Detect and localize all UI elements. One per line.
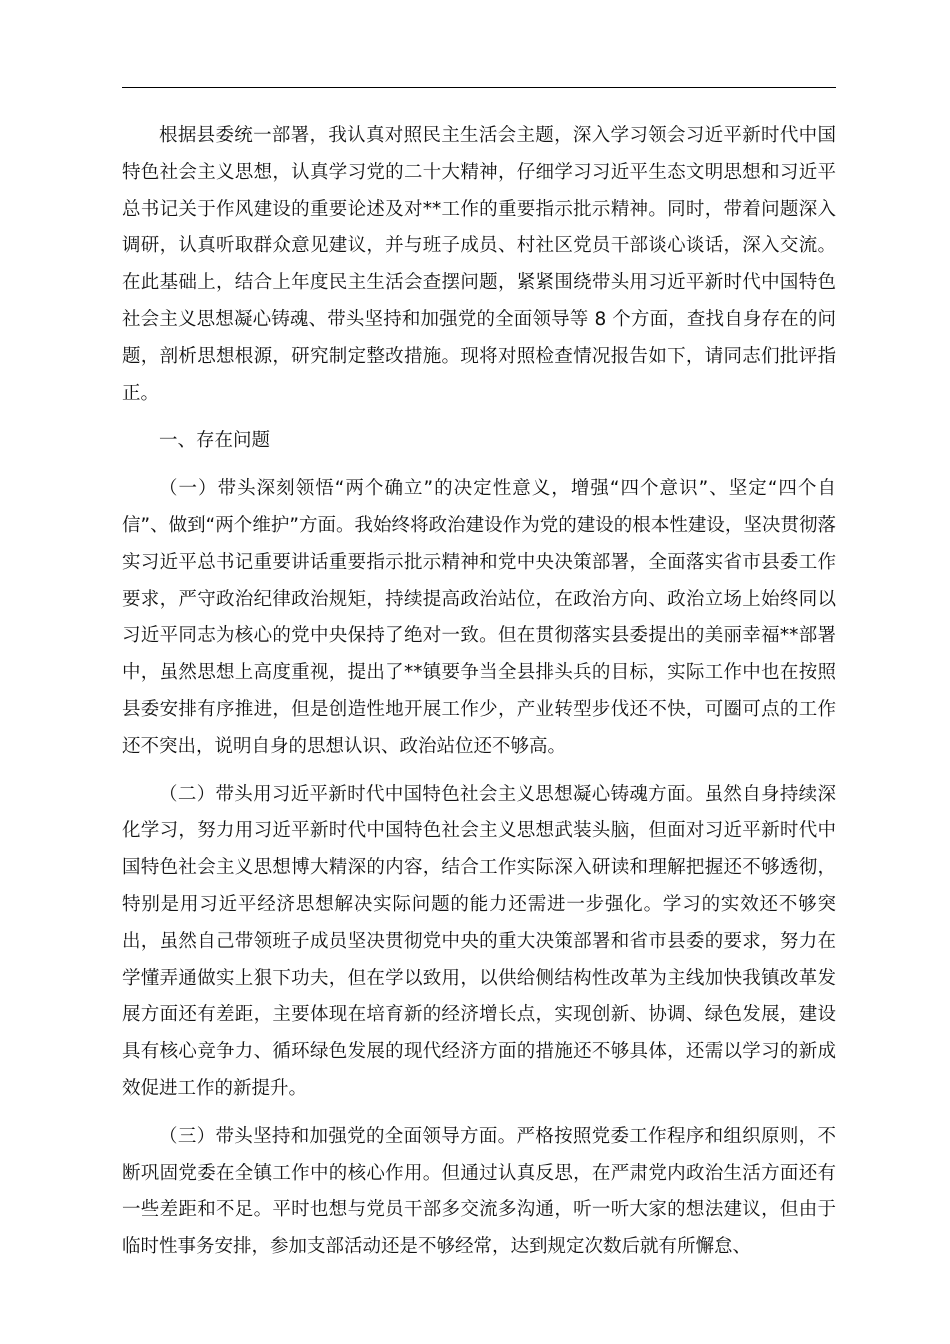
intro-paragraph: 根据县委统一部署，我认真对照民主生活会主题，深入学习领会习近平新时代中国特色社会主义思想，认真学习党的二十大精神，仔细学习习近平生态文明思想和习近平总书记关于作风建设的重要论述及对**工作的重要指示批示精神。同时，带着问题深入调研，认真听取群众意见建议，并与班子成员、村社区党员干部谈心谈话，深入交流。在此基础上，结合上年度民主生活会查摆问题，紧紧围绕带头用习近平新时代中国特色社会主义思想凝心铸魂、带头坚持和加强党的全面领导等 8 个方面，查找自身存在的问题，剖析思想根源，研究制定整改措施。现将对照检查情况报告如下，请同志们批评指正。 — [122, 125, 836, 404]
issue-paragraph-2: （二）带头用习近平新时代中国特色社会主义思想凝心铸魂方面。虽然自身持续深化学习，努力用习近平新时代中国特色社会主义思想武装头脑，但面对习近平新时代中国特色社会主义思想博大精深的内容，结合工作实际深入研读和理解把握还不够透彻，特别是用习近平经济思想解决实际问题的能力还需进一步强化。学习的实效还不够突出，虽然自己带领班子成员坚决贯彻党中央的重大决策部署和省市县委的要求，努力在学懂弄通做实上狠下功夫，但在学以致用，以供给侧结构性改革为主线加快我镇改革发展方面还有差距，主要体现在培育新的经济增长点，实现创新、协调、绿色发展，建设具有核心竞争力、循环绿色发展的现代经济方面的措施还不够具体，还需以学习的新成效促进工作的新提升。 — [122, 783, 836, 1099]
section-heading: 一、存在问题 — [159, 430, 271, 452]
issue-paragraph-3: （三）带头坚持和加强党的全面领导方面。严格按照党委工作程序和组织原则，不断巩固党委在全镇工作中的核心作用。但通过认真反思，在严肃党内政治生活方面还有一些差距和不足。平时也想与党员干部多交流多沟通，听一听大家的想法建议，但由于临时性事务安排，参加支部活动还是不够经常，达到规定次数后就有所懈怠、 — [122, 1125, 836, 1258]
header-rule — [122, 87, 836, 88]
document-body — [122, 118, 836, 1266]
issue-paragraph-1: （一）带头深刻领悟“两个确立”的决定性意义，增强“四个意识”、坚定“四个自信”、做到“两个维护”方面。我始终将政治建设作为党的建设的根本性建设，坚决贯彻落实习近平总书记重要讲话重要指示批示精神和党中央决策部署，全面落实省市县委工作要求，严守政治纪律政治规矩，持续提高政治站位，在政治方向、政治立场上始终同以习近平同志为核心的党中央保持了绝对一致。但在贯彻落实县委提出的美丽幸福**部署中，虽然思想上高度重视，提出了**镇要争当全县排头兵的目标，实际工作中也在按照县委安排有序推进，但是创造性地开展工作少，产业转型步伐还不快，可圈可点的工作还不突出，说明自身的思想认识、政治站位还不够高。 — [122, 478, 836, 757]
